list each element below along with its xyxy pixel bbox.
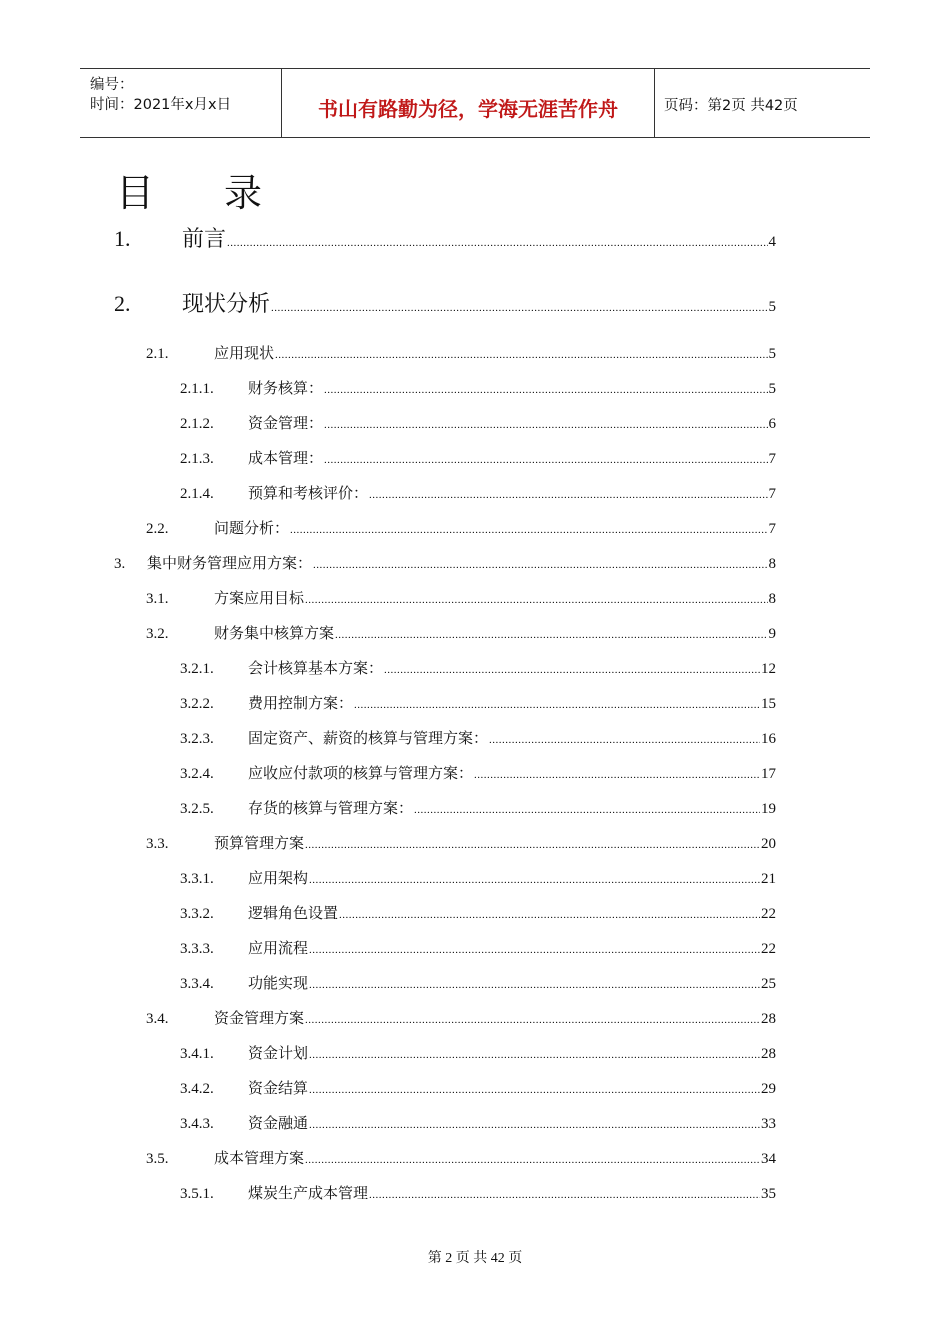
toc-entry-page: 5 xyxy=(768,346,776,362)
document-number-label: 编号： xyxy=(90,77,134,93)
toc-entry-label: 资金管理： xyxy=(248,414,324,432)
toc-entry-label: 财务核算： xyxy=(248,379,324,397)
toc-leader-dots xyxy=(309,1049,760,1061)
toc-entry-label: 资金结算 xyxy=(248,1079,309,1097)
header-right-cell xyxy=(654,69,870,137)
toc-leader-dots xyxy=(489,734,760,746)
toc-entry-number: 3.2.4. xyxy=(180,766,214,782)
toc-entry-page: 34 xyxy=(761,1151,776,1167)
toc-entry-label: 费用控制方案： xyxy=(248,694,354,712)
toc-entry[interactable] xyxy=(180,1112,776,1133)
toc-leader-dots xyxy=(305,594,767,606)
toc-entry[interactable] xyxy=(180,482,776,503)
toc-entry-page: 16 xyxy=(761,731,776,747)
toc-entry-page: 4 xyxy=(768,234,776,250)
toc-entry-label: 成本管理： xyxy=(248,449,324,467)
toc-leader-dots xyxy=(275,349,767,361)
toc-entry-label: 功能实现 xyxy=(248,974,309,992)
toc-entry-number: 3.5.1. xyxy=(180,1186,214,1202)
toc-entry[interactable] xyxy=(180,937,776,958)
toc-leader-dots xyxy=(227,237,767,249)
toc-entry-number: 3.2. xyxy=(146,626,169,642)
toc-leader-dots xyxy=(414,804,760,816)
toc-entry-page: 7 xyxy=(768,451,776,467)
toc-entry-label: 预算管理方案 xyxy=(214,834,305,852)
toc-entry[interactable] xyxy=(180,762,776,783)
toc-leader-dots xyxy=(384,664,760,676)
toc-leader-dots xyxy=(324,454,767,466)
toc-leader-dots xyxy=(271,302,767,314)
toc-entry[interactable] xyxy=(146,1007,776,1028)
toc-entry-number: 2.1. xyxy=(146,346,169,362)
toc-entry-number: 3.3. xyxy=(146,836,169,852)
toc-entry-number: 2.1.1. xyxy=(180,381,214,397)
toc-entry[interactable] xyxy=(180,797,776,818)
toc-entry-page: 7 xyxy=(768,486,776,502)
toc-leader-dots xyxy=(305,1154,760,1166)
toc-entry-label: 应收应付款项的核算与管理方案： xyxy=(248,764,474,782)
toc-entry-number: 3.1. xyxy=(146,591,169,607)
toc-entry[interactable] xyxy=(180,867,776,888)
toc-entry-page: 19 xyxy=(761,801,776,817)
toc-entry[interactable] xyxy=(180,1042,776,1063)
toc-entry-number: 3. xyxy=(114,556,126,572)
toc-leader-dots xyxy=(305,1014,760,1026)
toc-entry[interactable] xyxy=(146,622,776,643)
toc-entry-label: 会计核算基本方案： xyxy=(248,659,384,677)
toc-entry-page: 7 xyxy=(768,521,776,537)
toc-entry-label: 固定资产、薪资的核算与管理方案： xyxy=(248,729,489,747)
toc-entry-page: 6 xyxy=(768,416,776,432)
toc-entry-label: 财务集中核算方案 xyxy=(214,624,335,642)
toc-entry-page: 22 xyxy=(761,906,776,922)
toc-entry-number: 3.2.5. xyxy=(180,801,214,817)
toc-entry-number: 3.3.1. xyxy=(180,871,214,887)
toc-entry-label: 逻辑角色设置 xyxy=(248,904,339,922)
toc-entry[interactable] xyxy=(114,222,776,253)
toc-entry-label: 集中财务管理应用方案： xyxy=(147,554,313,572)
toc-entry[interactable] xyxy=(180,1182,776,1203)
toc-leader-dots xyxy=(339,909,760,921)
toc-entry-label: 预算和考核评价： xyxy=(248,484,369,502)
header-left-cell xyxy=(80,69,281,137)
toc-entry[interactable] xyxy=(146,832,776,853)
toc-entry-number: 2.1.2. xyxy=(180,416,214,432)
toc-leader-dots xyxy=(369,1189,760,1201)
toc-entry-label: 资金管理方案 xyxy=(214,1009,305,1027)
toc-entry-number: 3.4.2. xyxy=(180,1081,214,1097)
toc-leader-dots xyxy=(309,979,760,991)
toc-entry-page: 9 xyxy=(768,626,776,642)
toc-entry-label: 应用流程 xyxy=(248,939,309,957)
toc-leader-dots xyxy=(369,489,767,501)
toc-entry[interactable] xyxy=(180,377,776,398)
toc-entry-number: 2.2. xyxy=(146,521,169,537)
toc-entry-page: 25 xyxy=(761,976,776,992)
toc-entry-number: 2.1.3. xyxy=(180,451,214,467)
toc-entry-page: 5 xyxy=(768,299,776,315)
toc-entry[interactable] xyxy=(180,972,776,993)
toc-entry-page: 28 xyxy=(761,1011,776,1027)
toc-entry[interactable] xyxy=(180,692,776,713)
toc-leader-dots xyxy=(474,769,760,781)
toc-entry-page: 15 xyxy=(761,696,776,712)
toc-entry-number: 1. xyxy=(114,226,131,251)
toc-entry[interactable] xyxy=(180,447,776,468)
toc-entry-label: 煤炭生产成本管理 xyxy=(248,1184,369,1202)
toc-entry[interactable] xyxy=(146,587,776,608)
toc-entry-page: 8 xyxy=(768,591,776,607)
toc-leader-dots xyxy=(290,524,767,536)
header-motto: 书山有路勤为径，学海无涯苦作舟 xyxy=(318,97,618,121)
toc-leader-dots xyxy=(313,559,767,571)
toc-leader-dots xyxy=(309,944,760,956)
toc-entry-number: 2. xyxy=(114,291,131,316)
toc-leader-dots xyxy=(324,419,767,431)
toc-entry-label: 前言 xyxy=(182,227,227,252)
toc-entry-number: 3.3.2. xyxy=(180,906,214,922)
toc-entry-label: 成本管理方案 xyxy=(214,1149,305,1167)
toc-entry-page: 12 xyxy=(761,661,776,677)
toc-leader-dots xyxy=(335,629,767,641)
toc-entry-number: 2.1.4. xyxy=(180,486,214,502)
toc-entry-label: 应用架构 xyxy=(248,869,309,887)
toc-entry-number: 3.2.3. xyxy=(180,731,214,747)
toc-title: 目录 xyxy=(116,171,333,215)
document-time-label: 时间：2021年x月x日 xyxy=(90,97,232,113)
toc-leader-dots xyxy=(309,874,760,886)
toc-entry-number: 3.2.1. xyxy=(180,661,214,677)
toc-entry-page: 35 xyxy=(761,1186,776,1202)
header-motto-cell xyxy=(281,69,655,137)
toc-entry-page: 5 xyxy=(768,381,776,397)
toc-entry-page: 20 xyxy=(761,836,776,852)
toc-entry[interactable] xyxy=(180,1077,776,1098)
toc-entry[interactable] xyxy=(114,287,776,318)
toc-entry-number: 3.3.3. xyxy=(180,941,214,957)
toc-entry-number: 3.5. xyxy=(146,1151,169,1167)
toc-entry[interactable] xyxy=(180,727,776,748)
toc-entry-label: 存货的核算与管理方案： xyxy=(248,799,414,817)
toc-entry-label: 应用现状 xyxy=(214,344,275,362)
toc-leader-dots xyxy=(309,1084,760,1096)
toc-entry[interactable] xyxy=(114,552,776,573)
toc-entry[interactable] xyxy=(180,902,776,923)
page-header xyxy=(80,68,870,138)
toc-entry-number: 3.4.3. xyxy=(180,1116,214,1132)
toc-entry[interactable] xyxy=(146,1147,776,1168)
toc-entry-number: 3.3.4. xyxy=(180,976,214,992)
toc-entry-label: 现状分析 xyxy=(182,292,271,317)
toc-entry-page: 28 xyxy=(761,1046,776,1062)
header-page-info: 页码：第2页 共42页 xyxy=(664,98,798,114)
page-footer: 第 2 页 共 42 页 xyxy=(427,1251,523,1266)
toc-entry-label: 资金融通 xyxy=(248,1114,309,1132)
toc-entry-label: 资金计划 xyxy=(248,1044,309,1062)
toc-entry-label: 方案应用目标 xyxy=(214,589,305,607)
toc-entry-page: 22 xyxy=(761,941,776,957)
toc-entry-page: 21 xyxy=(761,871,776,887)
toc-leader-dots xyxy=(305,839,760,851)
toc-leader-dots xyxy=(309,1119,760,1131)
toc-entry-page: 17 xyxy=(761,766,776,782)
toc-entry-page: 29 xyxy=(761,1081,776,1097)
toc-entry[interactable] xyxy=(146,517,776,538)
toc-entry-page: 33 xyxy=(761,1116,776,1132)
toc-entry-number: 3.2.2. xyxy=(180,696,214,712)
toc-entry-number: 3.4. xyxy=(146,1011,169,1027)
toc-entry[interactable] xyxy=(146,342,776,363)
toc-entry[interactable] xyxy=(180,657,776,678)
toc-leader-dots xyxy=(324,384,767,396)
toc-entry-page: 8 xyxy=(768,556,776,572)
toc-entry-label: 问题分析： xyxy=(214,519,290,537)
toc-leader-dots xyxy=(354,699,760,711)
toc-entry-number: 3.4.1. xyxy=(180,1046,214,1062)
toc-entry[interactable] xyxy=(180,412,776,433)
